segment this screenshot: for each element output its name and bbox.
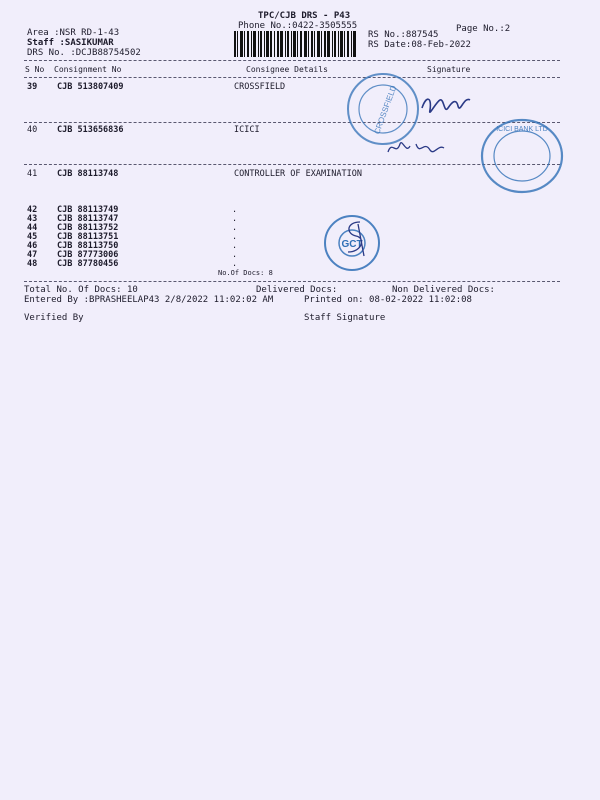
- row-consignment: CJB 88113750: [57, 241, 119, 251]
- row-details: .: [232, 214, 238, 224]
- col-signature: Signature: [427, 65, 471, 74]
- row-consignment: CJB 88113749: [57, 205, 119, 215]
- gct-stamp-label: GCT: [341, 239, 363, 250]
- barcode: [234, 31, 358, 57]
- crossfield-stamp-text: CROSSFIELD: [372, 84, 399, 136]
- drs-number: DRS No. :DCJB88754502: [27, 48, 141, 58]
- signature-scribble-crossfield: [418, 88, 478, 122]
- icici-stamp: [478, 116, 566, 196]
- row-consignment: CJB 88113748: [57, 169, 119, 179]
- row-details: .: [232, 205, 238, 215]
- row-sno: 43: [27, 214, 38, 224]
- row-details: .: [232, 223, 238, 233]
- row-consignment: CJB 88113747: [57, 214, 119, 224]
- staff-signature-label: Staff Signature: [304, 313, 386, 323]
- signature-scribble-icici: [384, 134, 454, 160]
- row-consignment: CJB 513807409: [57, 82, 124, 92]
- verified-by: Verified By: [24, 313, 84, 323]
- entered-by: Entered By :BPRASHEELAP43 2/8/2022 11:02:02 AM: [24, 295, 274, 305]
- col-sno: S No: [25, 65, 45, 74]
- row-details: .: [232, 250, 238, 260]
- row-sno: 44: [27, 223, 38, 233]
- total-docs: Total No. Of Docs: 10: [24, 285, 138, 295]
- row-details: ICICI: [234, 125, 260, 135]
- header-divider-bottom: [24, 77, 560, 78]
- row-details: .: [232, 241, 238, 251]
- printed-on: Printed on: 08-02-2022 11:02:08: [304, 295, 472, 305]
- row-sno: 47: [27, 250, 38, 260]
- area-label: Area :NSR RD-1-43: [27, 28, 120, 38]
- rs-date: RS Date:08-Feb-2022: [368, 40, 471, 50]
- signature-scribble-gct: [340, 216, 372, 260]
- row-sno: 41: [27, 169, 38, 179]
- header-divider-top: [24, 60, 560, 61]
- col-consignment: Consignment No: [54, 65, 122, 74]
- row-sno: 39: [27, 82, 38, 92]
- footer-divider: [24, 281, 560, 282]
- row-consignment: CJB 513656836: [57, 125, 124, 135]
- non-delivered-docs: Non Delivered Docs:: [392, 285, 495, 295]
- row-consignment: CJB 87780456: [57, 259, 119, 269]
- page-number: Page No.:2: [456, 24, 511, 34]
- col-details: Consignee Details: [246, 65, 328, 74]
- row-sno: 45: [27, 232, 38, 242]
- row-consignment: CJB 87773006: [57, 250, 119, 260]
- row-details: .: [232, 259, 238, 269]
- row-details: .: [232, 232, 238, 242]
- staff-label: Staff :SASIKUMAR: [27, 38, 114, 48]
- phone-number: Phone No.:0422-3505555: [238, 21, 358, 31]
- icici-stamp-text: ICICI BANK LTD: [496, 126, 548, 133]
- rs-number: RS No.:887545: [368, 30, 439, 40]
- delivered-docs: Delivered Docs:: [256, 285, 338, 295]
- report-title: TPC/CJB DRS - P43: [258, 11, 351, 21]
- row-sno: 48: [27, 259, 38, 269]
- group-doc-count: No.Of Docs: 8: [218, 269, 273, 277]
- row-sno: 46: [27, 241, 38, 251]
- row-consignment: CJB 88113752: [57, 223, 119, 233]
- row-sno: 40: [27, 125, 38, 135]
- row-details: CONTROLLER OF EXAMINATION: [234, 169, 362, 179]
- row-sno: 42: [27, 205, 38, 215]
- row-details: CROSSFIELD: [234, 82, 286, 92]
- row-consignment: CJB 88113751: [57, 232, 119, 242]
